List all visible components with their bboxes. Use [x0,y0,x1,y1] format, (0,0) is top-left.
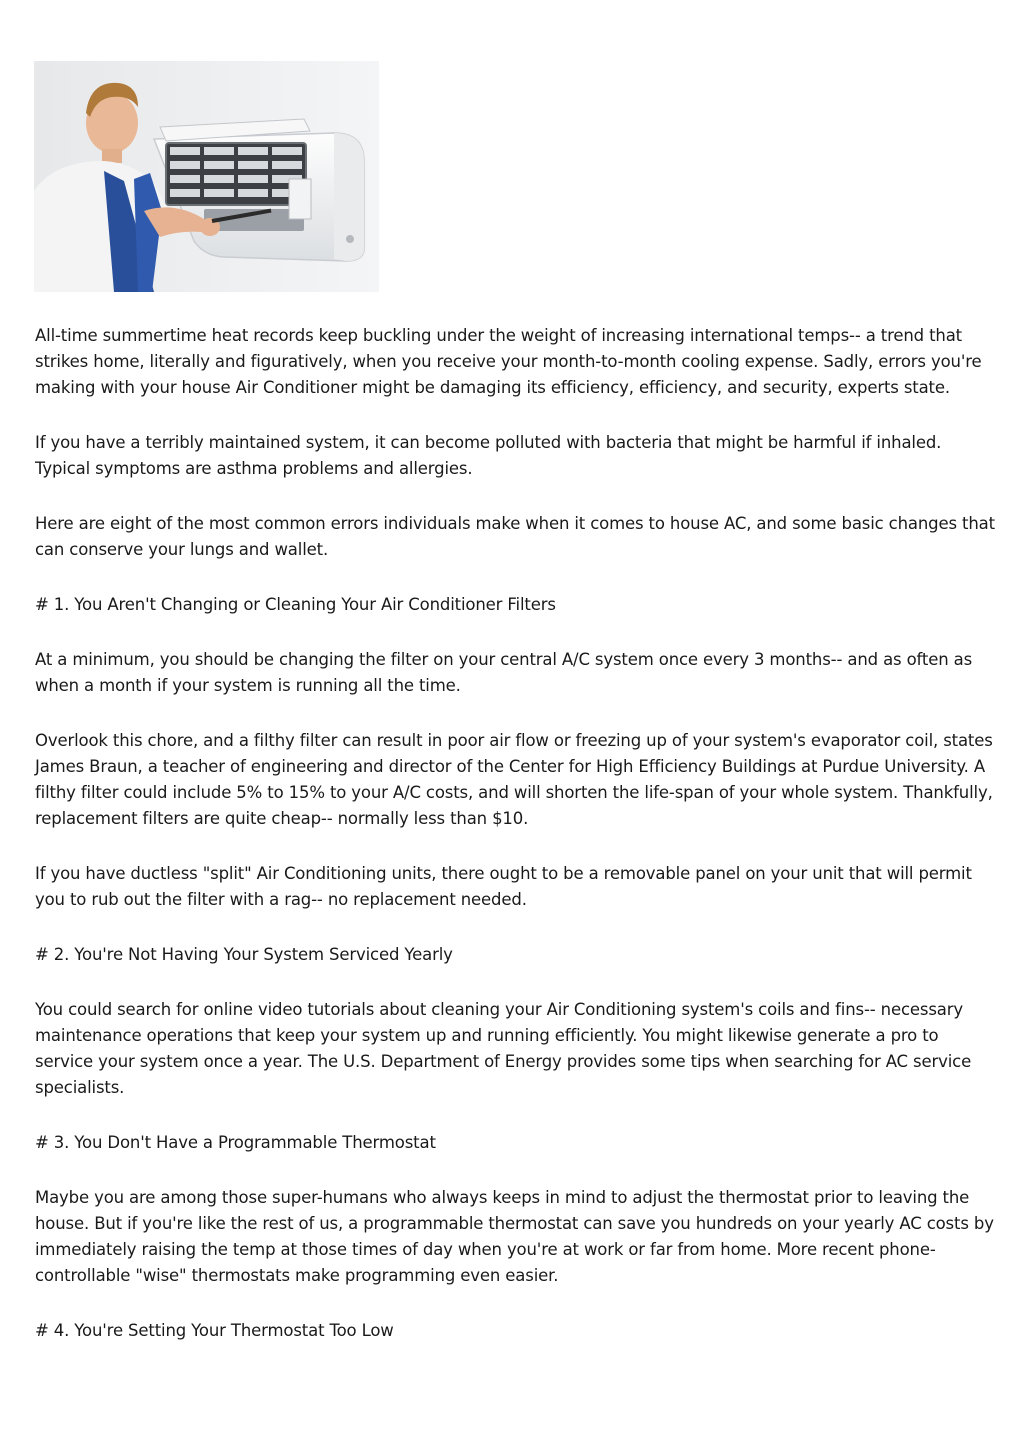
body-paragraph: You could search for online video tutorials about cleaning your Air Conditioning system's coils and fins-- necessary maintenance operations that keep your system up and running efficiently. You might likewise generate a pro to service your system once a year. The U.S. Department of Energy provides some tips when searching for AC service specialists. [35,1000,972,1097]
intro-paragraph: All-time summertime heat records keep buckling under the weight of increasing international temps-- a trend that strikes home, literally and figuratively, when you receive your month-to-month cooling expense. Sadly, errors you're making with your house Air Conditioner might be damaging its efficiency, efficiency, and security, experts state. [35,326,982,397]
article-body [35,323,995,1373]
body-paragraph: Overlook this chore, and a filthy filter can result in poor air flow or freezing up of your system's evaporator coil, states James Braun, a teacher of engineering and director of the Center for High Efficiency Buildings at Purdue University. A filthy filter could include 5% to 15% to your A/C costs, and will shorten the life-span of your whole system. Thankfully, replacement filters are quite cheap-- normally less than $10. [35,731,993,828]
section-heading: # 4. You're Setting Your Thermostat Too Low [35,1321,394,1340]
section-heading: # 1. You Aren't Changing or Cleaning Your Air Conditioner Filters [35,595,556,614]
section-heading: # 2. You're Not Having Your System Serviced Yearly [35,945,453,964]
section-heading: # 3. You Don't Have a Programmable Thermostat [35,1133,436,1152]
technician-servicing-air-conditioner-icon [34,61,379,292]
body-paragraph: Here are eight of the most common errors individuals make when it comes to house AC, and some basic changes that can conserve your lungs and wallet. [35,514,995,559]
body-paragraph: If you have a terribly maintained system, it can become polluted with bacteria that might be harmful if inhaled. Typical symptoms are asthma problems and allergies. [35,433,942,478]
body-paragraph: If you have ductless "split" Air Conditioning units, there ought to be a removable panel on your unit that will permit you to rub out the filter with a rag-- no replacement needed. [35,864,972,909]
body-paragraph: Maybe you are among those super-humans who always keeps in mind to adjust the thermostat prior to leaving the house. But if you're like the rest of us, a programmable thermostat can save you hundreds on your yearly AC costs by immediately raising the temp at those times of day when you're at work or far from home. More recent phone-controllable "wise" thermostats make programming even easier. [35,1188,994,1285]
technician-photo [34,61,379,292]
body-paragraph: At a minimum, you should be changing the filter on your central A/C system once every 3 months-- and as often as when a month if your system is running all the time. [35,650,973,695]
